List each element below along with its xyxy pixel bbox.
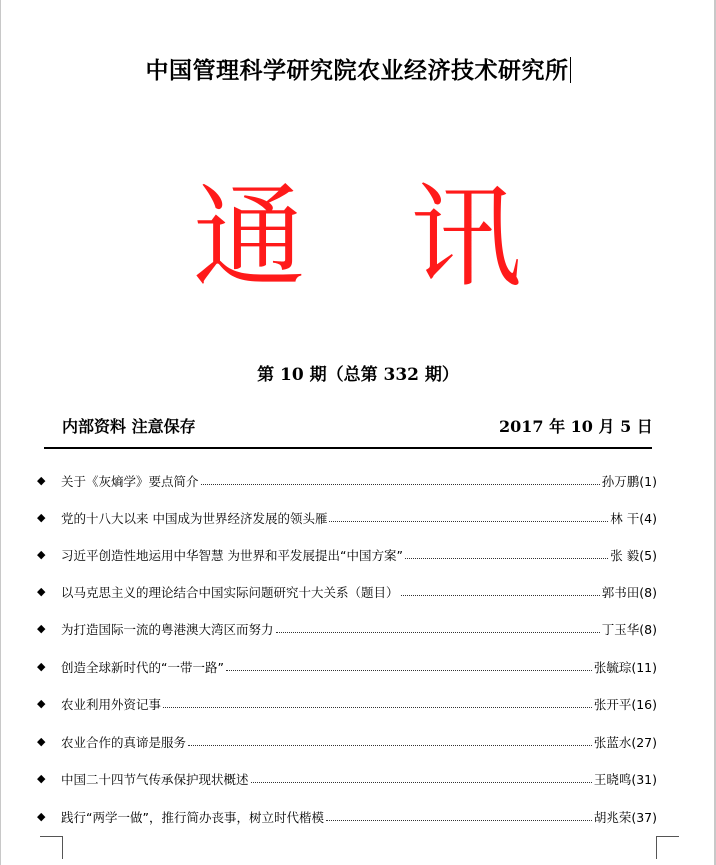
toc-author: 丁玉华 [601, 622, 640, 637]
diamond-bullet-icon: ◆ [37, 772, 46, 785]
toc-title: 关于《灰熵学》要点简介 [61, 474, 199, 489]
dot-leader [251, 781, 592, 783]
margin-crop-mark [40, 836, 63, 859]
issue-number: 第 10 期（总第 332 期） [257, 365, 459, 385]
toc-author: 胡兆荣 [593, 810, 632, 825]
toc-author: 林 干 [610, 511, 640, 526]
dot-leader [329, 520, 608, 522]
masthead-char: 通 [193, 173, 305, 303]
toc-title: 为打造国际一流的粤港澳大湾区而努力 [61, 622, 274, 637]
toc-page: (16) [631, 696, 657, 712]
toc-page: (37) [631, 809, 657, 825]
diamond-bullet-icon: ◆ [37, 585, 46, 598]
toc-author: 张开平 [593, 697, 632, 712]
diamond-bullet-icon: ◆ [37, 548, 46, 561]
diamond-bullet-icon: ◆ [37, 474, 46, 487]
toc-entry[interactable] [37, 508, 657, 528]
institute-heading: 中国管理科学研究院农业经济技术研究所 [145, 58, 569, 84]
toc-entry[interactable] [37, 769, 657, 789]
toc-author: 张蓝水 [593, 735, 632, 750]
toc-title: 践行“两学一做”，推行简办丧事，树立时代楷模 [61, 810, 324, 825]
page-edge [0, 0, 1, 865]
diamond-bullet-icon: ◆ [37, 810, 46, 823]
toc-title: 党的十八大以来 中国成为世界经济发展的领头雁 [61, 511, 328, 526]
toc-page: (1) [639, 473, 657, 489]
dot-leader [276, 631, 600, 633]
dot-leader [326, 819, 592, 821]
toc-entry[interactable] [37, 545, 657, 565]
dot-leader [226, 669, 592, 671]
toc-title: 农业利用外资记事 [61, 697, 162, 712]
toc-title: 农业合作的真谛是服务 [61, 735, 187, 750]
toc-page: (31) [631, 771, 657, 787]
toc-page: (27) [631, 734, 657, 750]
toc-entry[interactable] [37, 694, 657, 714]
toc-page: (8) [639, 584, 657, 600]
toc-page: (11) [631, 659, 657, 675]
diamond-bullet-icon: ◆ [37, 622, 46, 635]
toc-entry[interactable] [37, 619, 657, 639]
header-rule [44, 447, 652, 449]
toc-author: 张 毅 [610, 548, 640, 563]
toc-entry[interactable] [37, 471, 657, 491]
toc-author: 张毓琮 [593, 660, 632, 675]
dot-leader [201, 483, 600, 485]
toc-title: 创造全球新时代的“一带一路” [61, 660, 224, 675]
diamond-bullet-icon: ◆ [37, 660, 46, 673]
internal-notice: 内部资料 注意保存 [62, 417, 196, 436]
toc-author: 孙万鹏 [601, 474, 640, 489]
toc-entry[interactable] [37, 807, 657, 827]
margin-crop-mark [656, 836, 679, 859]
dot-leader [405, 557, 608, 559]
toc-title: 以马克思主义的理论结合中国实际问题研究十大关系（题目） [61, 585, 399, 600]
text-cursor [570, 57, 571, 83]
masthead-char: 讯 [410, 173, 522, 303]
toc-title: 习近平创造性地运用中华智慧 为世界和平发展提出“中国方案” [61, 548, 403, 563]
toc-page: (8) [639, 621, 657, 637]
diamond-bullet-icon: ◆ [37, 697, 46, 710]
toc-author: 郭书田 [601, 585, 640, 600]
toc-page: (4) [639, 510, 657, 526]
toc-title: 中国二十四节气传承保护现状概述 [61, 772, 249, 787]
toc-entry[interactable] [37, 732, 657, 752]
diamond-bullet-icon: ◆ [37, 511, 46, 524]
toc-author: 王晓鸣 [593, 772, 632, 787]
dot-leader [188, 744, 592, 746]
toc-page: (5) [639, 547, 657, 563]
toc-entry[interactable] [37, 582, 657, 602]
toc-entry[interactable] [37, 657, 657, 677]
issue-date: 2017 年 10 月 5 日 [499, 417, 653, 436]
dot-leader [163, 706, 592, 708]
dot-leader [401, 594, 600, 596]
diamond-bullet-icon: ◆ [37, 735, 46, 748]
